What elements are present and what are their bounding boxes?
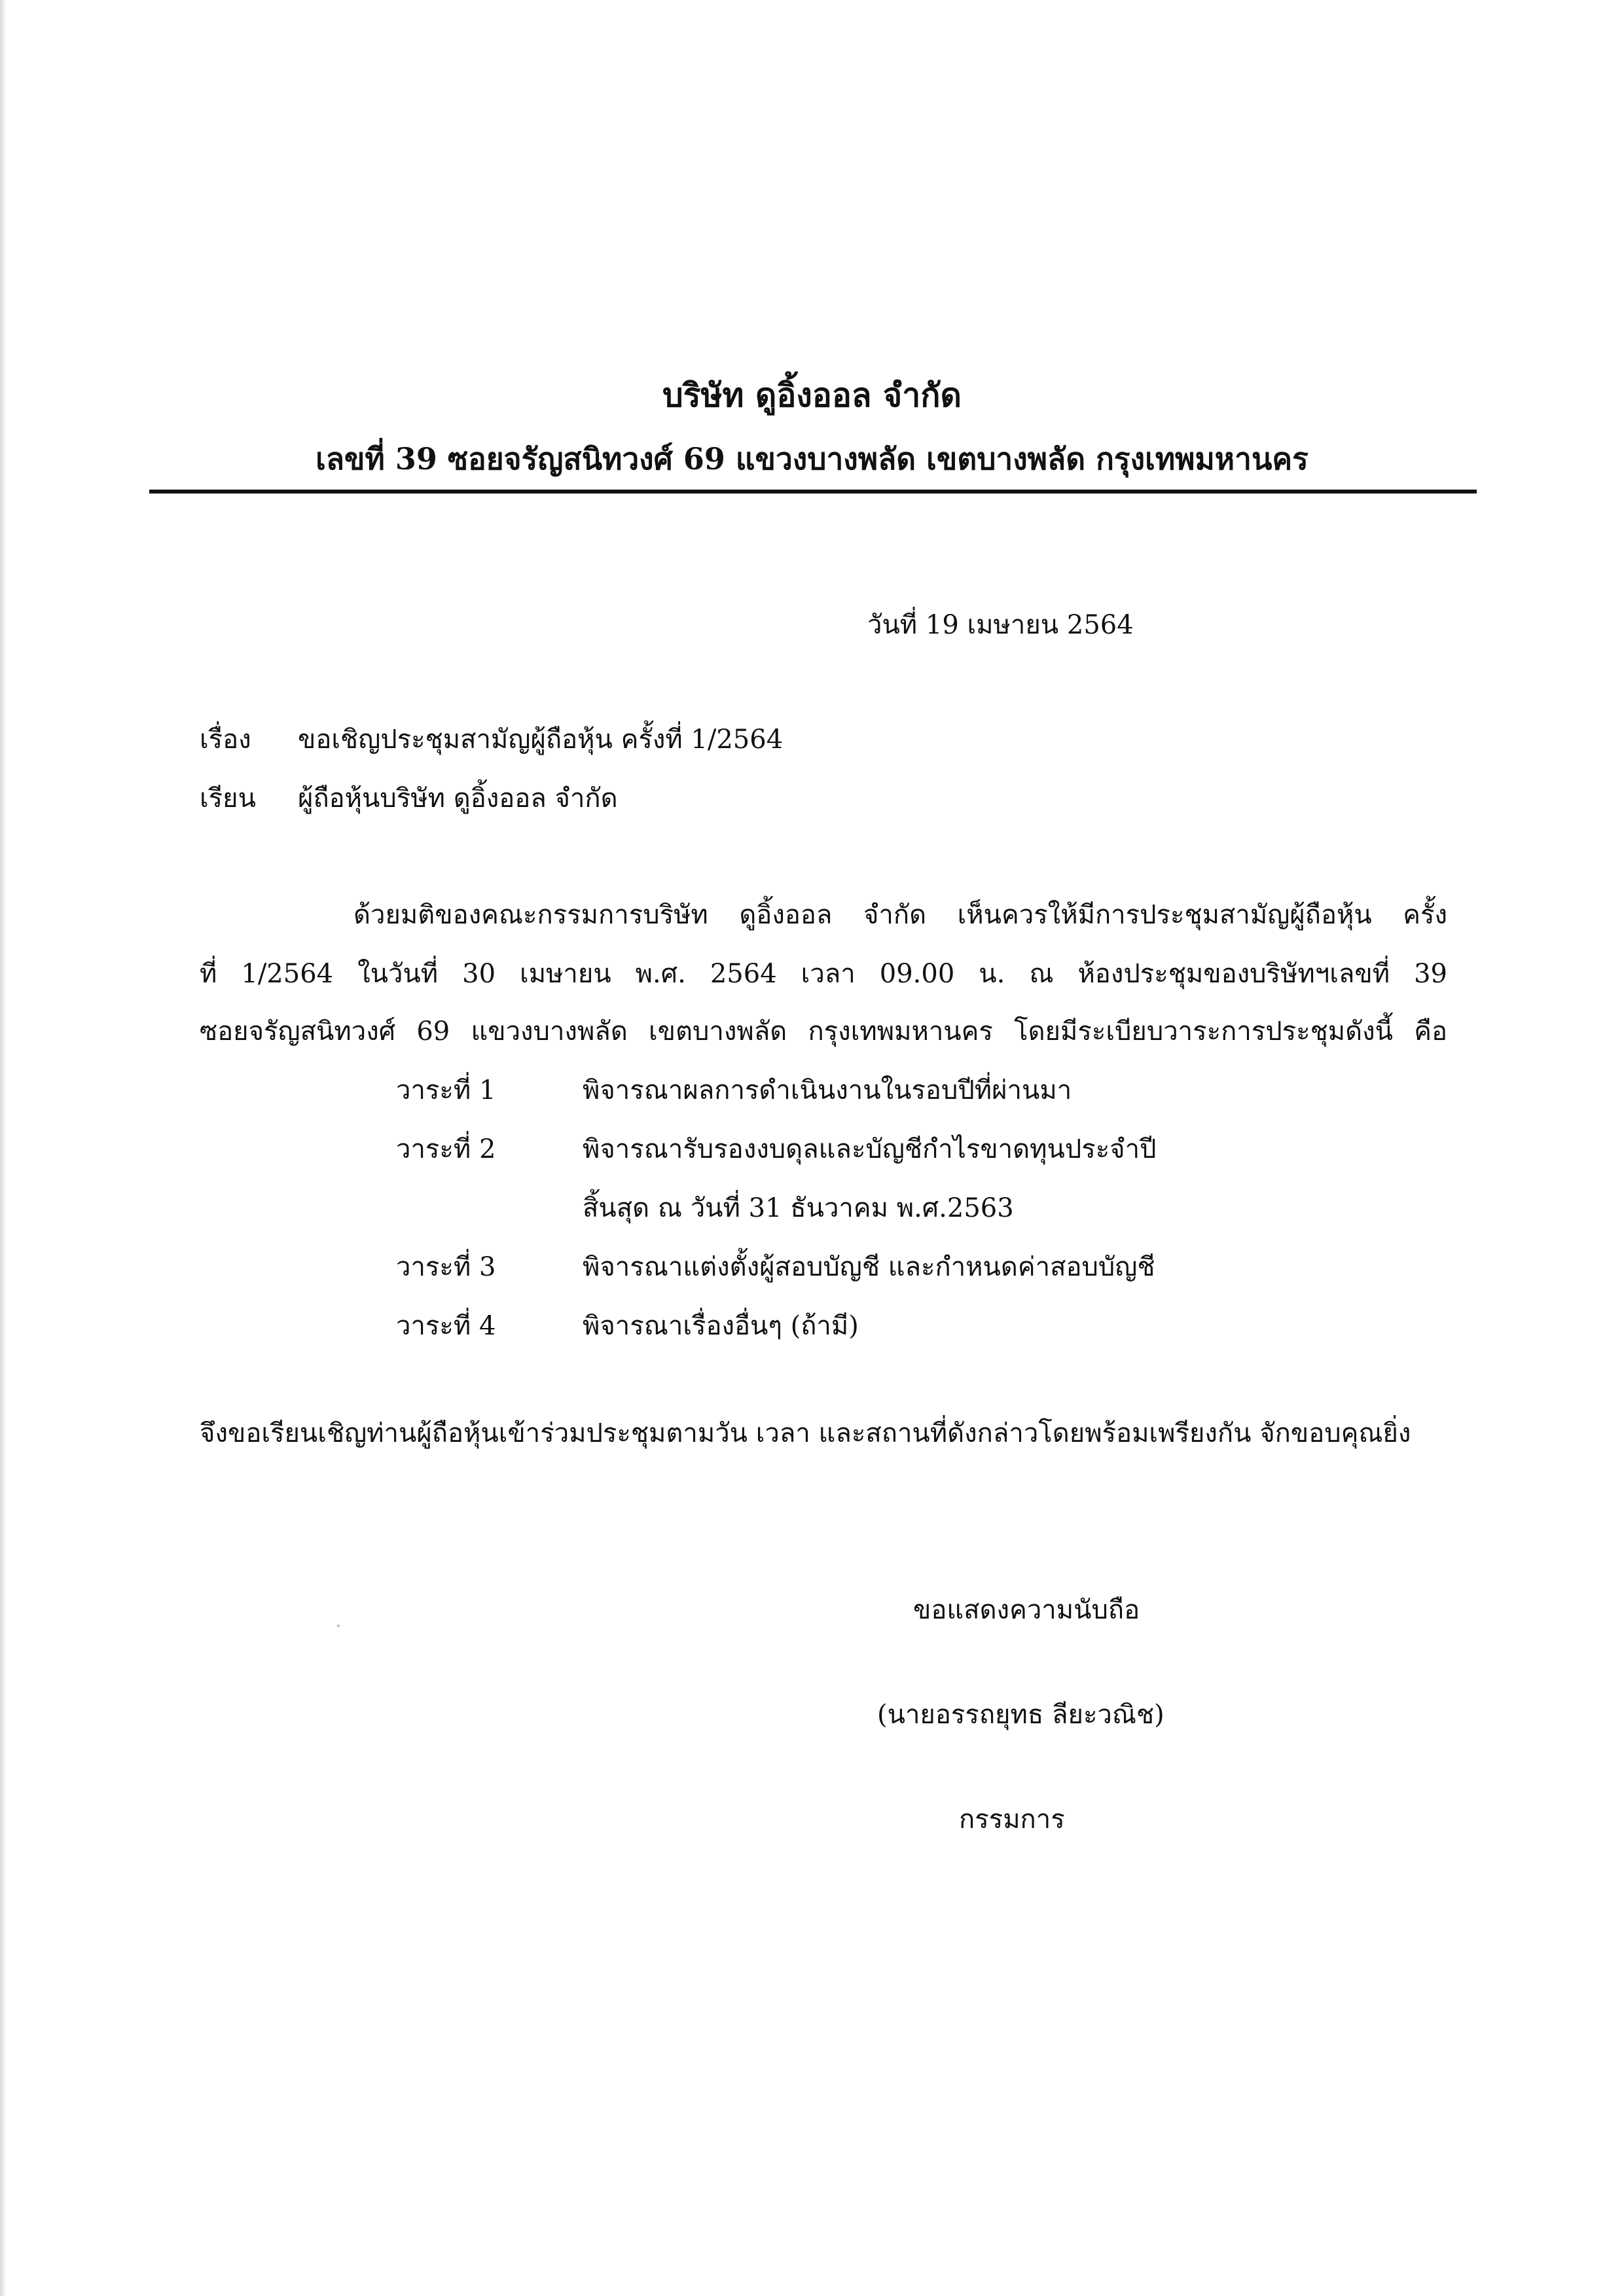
- body-paragraph-line-1: ด้วยมติของคณะกรรมการบริษัท ดูอิ้งออล จำกัด เห็นควรให้มีการประชุมสามัญผู้ถือหุ้น ครั้ง: [353, 900, 1447, 930]
- agenda-item-3-label: วาระที่ 3: [396, 1252, 496, 1282]
- signature-regards: ขอแสดงความนับถือ: [913, 1595, 1140, 1625]
- agenda-item-2-label: วาระที่ 2: [396, 1134, 496, 1164]
- signature-name: (นายอรรถยุทธ ลียะวณิช): [877, 1700, 1164, 1730]
- body-paragraph-line-3: ซอยจรัญสนิทวงศ์ 69 แขวงบางพลัด เขตบางพลัด กรุงเทพมหานคร โดยมีระเบียบวาระการประชุมดังนี้ คือ: [200, 1016, 1447, 1047]
- agenda-item-2-continuation: สิ้นสุด ณ วันที่ 31 ธันวาคม พ.ศ.2563: [583, 1193, 1014, 1223]
- scan-edge-shadow: [0, 0, 7, 2296]
- recipient-label: เรียน: [200, 783, 256, 814]
- subject-label: เรื่อง: [200, 725, 251, 755]
- agenda-item-3-text: พิจารณาแต่งตั้งผู้สอบบัญชี และกำหนดค่าสอบบัญชี: [583, 1252, 1155, 1282]
- body-paragraph-line-2: ที่ 1/2564 ในวันที่ 30 เมษายน พ.ศ. 2564 เวลา 09.00 น. ณ ห้องประชุมของบริษัทฯเลขที่ 39: [200, 959, 1447, 989]
- recipient-text: ผู้ถือหุ้นบริษัท ดูอิ้งออล จำกัด: [298, 783, 618, 814]
- letterhead-divider: [149, 490, 1477, 493]
- agenda-item-2-text: พิจารณารับรองงบดุลและบัญชีกำไรขาดทุนประจำปี: [583, 1134, 1157, 1164]
- agenda-item-1-text: พิจารณาผลการดำเนินงานในรอบปีที่ผ่านมา: [583, 1075, 1072, 1105]
- signature-position: กรรมการ: [959, 1804, 1065, 1835]
- agenda-item-4-label: วาระที่ 4: [396, 1311, 496, 1341]
- letter-date: วันที่ 19 เมษายน 2564: [867, 610, 1134, 640]
- scan-speck: [337, 1624, 340, 1627]
- subject-text: ขอเชิญประชุมสามัญผู้ถือหุ้น ครั้งที่ 1/2564: [298, 725, 784, 755]
- agenda-item-4-text: พิจารณาเรื่องอื่นๆ (ถ้ามี): [583, 1311, 859, 1341]
- company-name: บริษัท ดูอิ้งออล จำกัด: [662, 376, 962, 414]
- closing-sentence: จึงขอเรียนเชิญท่านผู้ถือหุ้นเข้าร่วมประชุมตามวัน เวลา และสถานที่ดังกล่าวโดยพร้อมเพรียงกัน จักขอบคุณยิ่ง: [200, 1418, 1411, 1448]
- company-address: เลขที่ 39 ซอยจรัญสนิทวงศ์ 69 แขวงบางพลัด เขตบางพลัด กรุงเทพมหานคร: [316, 441, 1308, 476]
- agenda-item-1-label: วาระที่ 1: [396, 1075, 496, 1105]
